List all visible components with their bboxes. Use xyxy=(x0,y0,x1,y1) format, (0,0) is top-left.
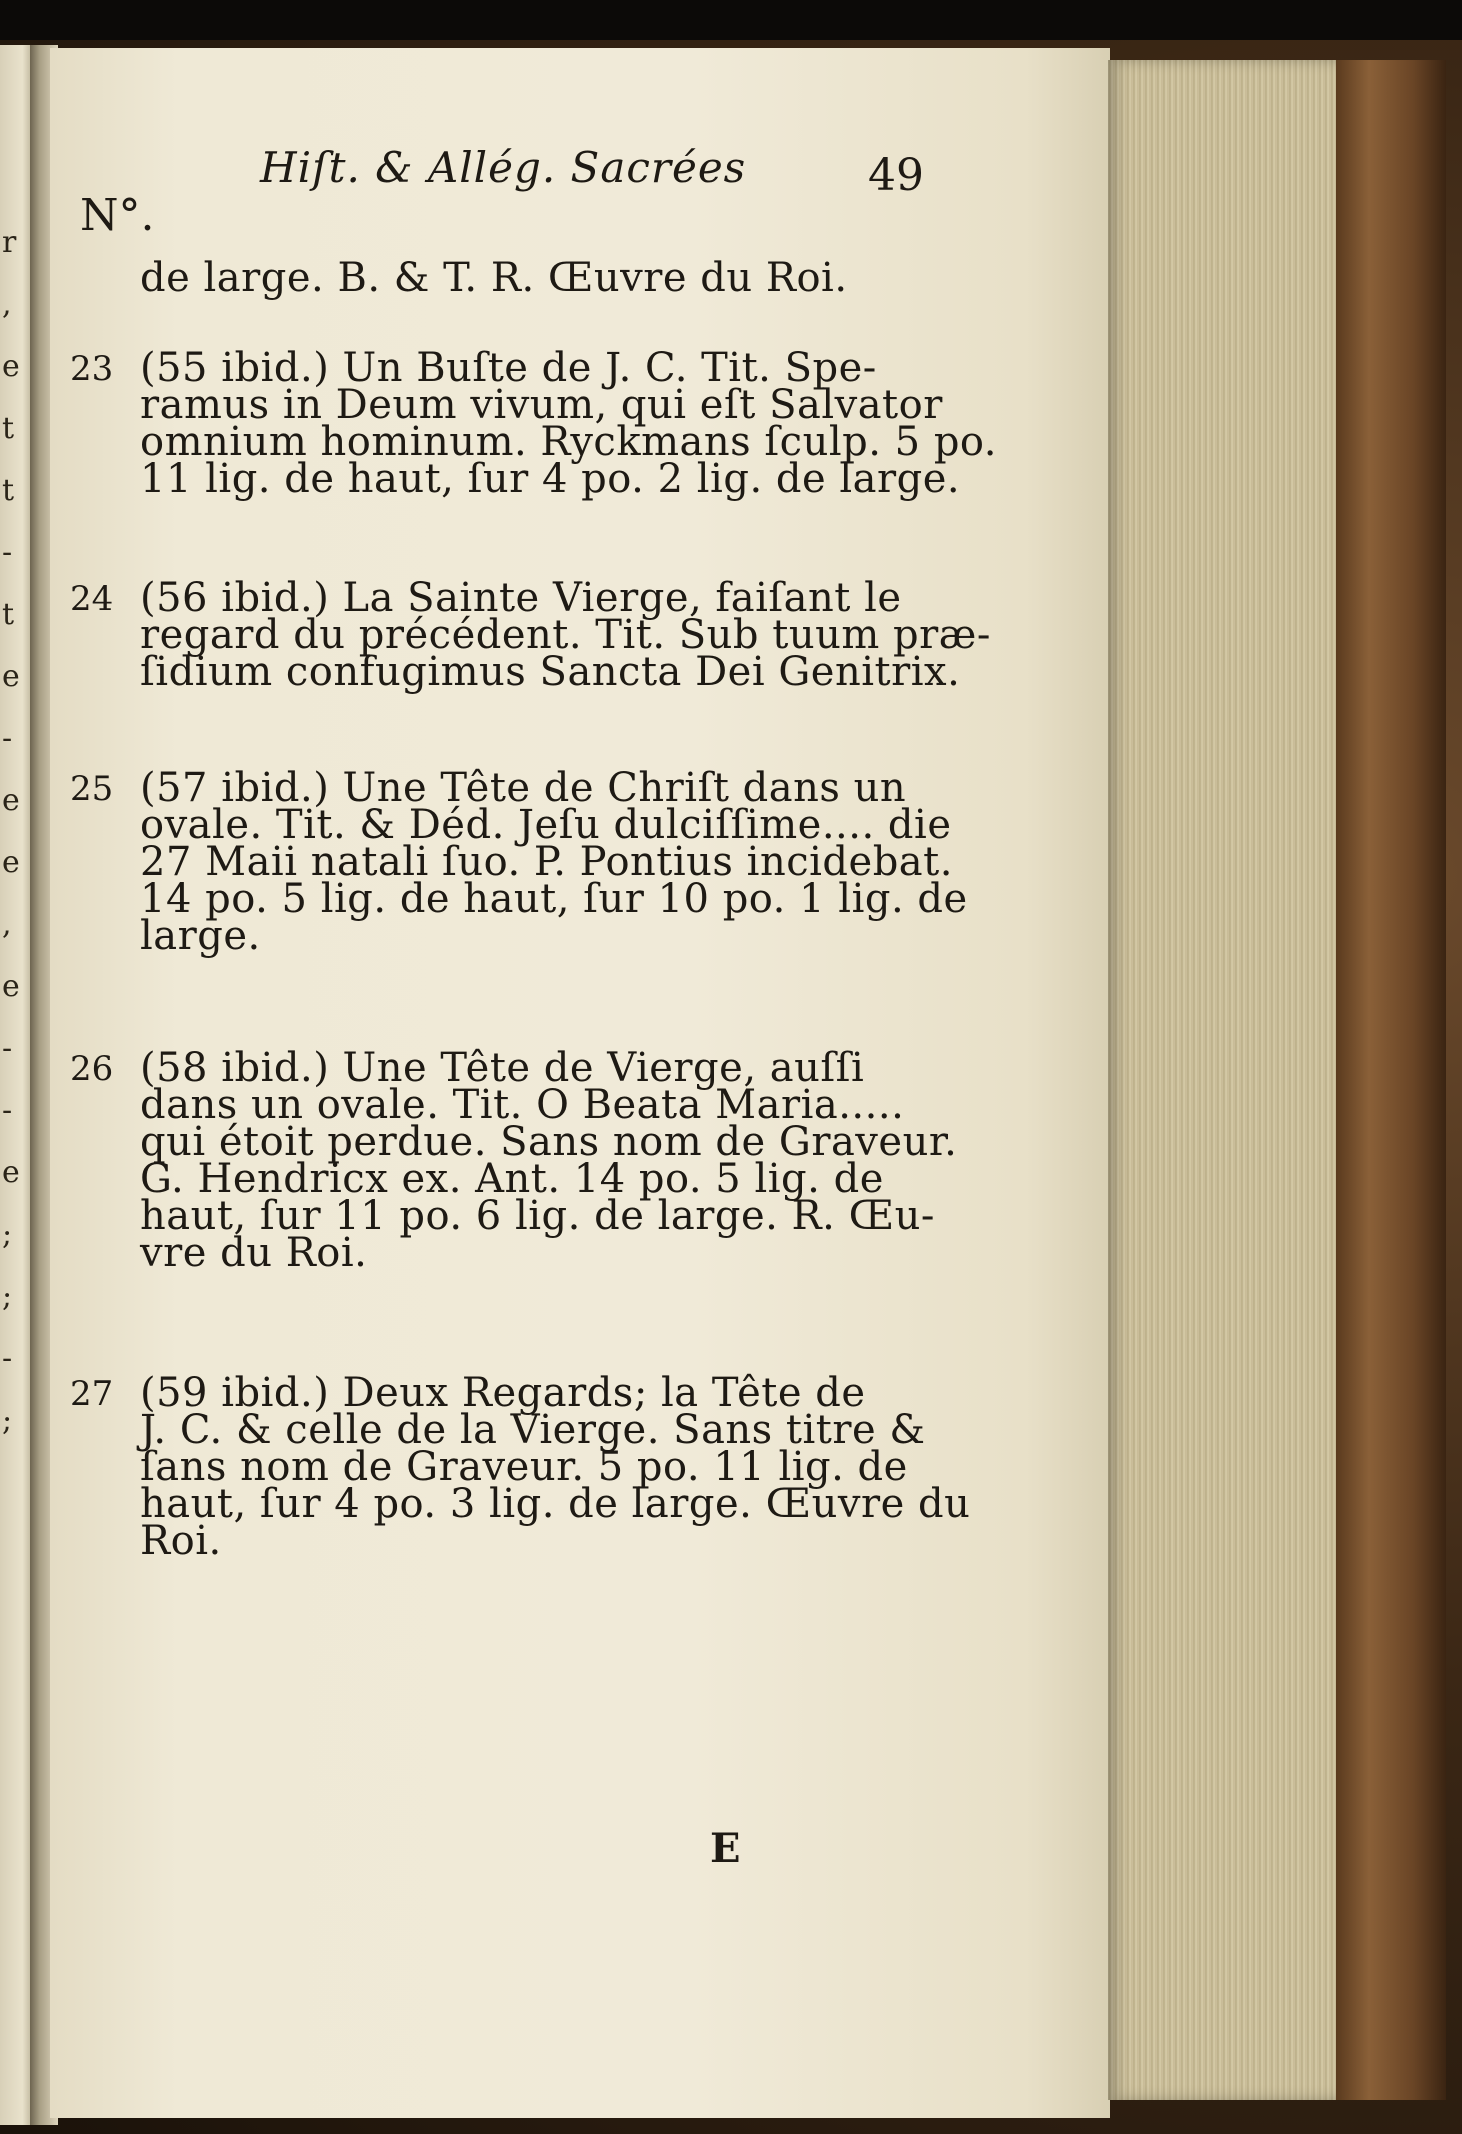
entry-line: J. C. & celle de la Vierge. Sans titre & xyxy=(140,1407,926,1453)
entry-line: de large. B. & T. R. Œuvre du Roi. xyxy=(140,255,848,301)
left-page-fragment: , xyxy=(2,287,12,322)
page-edges xyxy=(1108,60,1338,2100)
entry-line: dans un ovale. Tit. O Beata Maria..... xyxy=(140,1082,905,1128)
page-number: 49 xyxy=(868,150,924,201)
left-page-fragment: t xyxy=(2,473,15,508)
left-page-fragment: , xyxy=(2,907,12,942)
entry-line: vre du Roi. xyxy=(140,1230,368,1276)
entry-line: ſidium confugimus Sancta Dei Genitrix. xyxy=(140,649,961,695)
entry-line: omnium hominum. Ryckmans ſculp. 5 po. xyxy=(140,419,998,465)
left-page-fragment: e xyxy=(2,349,20,384)
left-page-fragment: - xyxy=(2,1093,13,1128)
entry-line: 14 po. 5 lig. de haut, ſur 10 po. 1 lig. de xyxy=(140,876,968,922)
left-page-fragment: - xyxy=(2,1031,13,1066)
entry-line: haut, ſur 11 po. 6 lig. de large. R. Œu- xyxy=(140,1193,935,1239)
back-cover-edge xyxy=(1336,60,1446,2100)
entry-line: 11 lig. de haut, ſur 4 po. 2 lig. de large. xyxy=(140,456,961,502)
signature-mark: E xyxy=(710,1825,741,1872)
left-page-fragment: ; xyxy=(2,1279,13,1314)
entry-line: regard du précédent. Tit. Sub tuum præ- xyxy=(140,612,991,658)
entry-line: (58 ibid.) Une Tête de Vierge, auſſi xyxy=(140,1045,865,1091)
left-page-fragment: t xyxy=(2,597,15,632)
entry-line: (56 ibid.) La Sainte Vierge, faiſant le xyxy=(140,575,902,621)
entry-line: ſans nom de Graveur. 5 po. 11 lig. de xyxy=(140,1444,908,1490)
entry-line: haut, ſur 4 po. 3 lig. de large. Œuvre du xyxy=(140,1481,971,1527)
left-page-fragment: ; xyxy=(2,1217,13,1252)
facing-page xyxy=(0,45,32,2125)
entry-line: ramus in Deum vivum, qui eſt Salvator xyxy=(140,382,943,428)
left-page-fragment: e xyxy=(2,969,20,1004)
entry-number: 24 xyxy=(70,579,114,619)
entry-number: 23 xyxy=(70,349,114,389)
entry-line: Roi. xyxy=(140,1518,222,1564)
entry-line: large. xyxy=(140,913,261,959)
entry-line: (57 ibid.) Une Tête de Chriſt dans un xyxy=(140,765,907,811)
entry-number: 27 xyxy=(70,1374,114,1414)
left-page-fragment: - xyxy=(2,721,13,756)
entry-line: qui étoit perdue. Sans nom de Graveur. xyxy=(140,1119,958,1165)
left-page-fragment: r xyxy=(2,225,17,260)
entry-line: (59 ibid.) Deux Regards; la Tête de xyxy=(140,1370,866,1416)
entry-line: 27 Maii natali ſuo. P. Pontius incidebat. xyxy=(140,839,953,885)
entry-line: G. Hendricx ex. Ant. 14 po. 5 lig. de xyxy=(140,1156,884,1202)
left-page-fragment: - xyxy=(2,535,13,570)
running-title: Hiſt. & Allég. Sacrées xyxy=(260,143,747,192)
entry-line: ovale. Tit. & Déd. Jeſu dulciſſime.... die xyxy=(140,802,952,848)
entry-number: 26 xyxy=(70,1049,114,1089)
left-page-fragment: e xyxy=(2,1155,20,1190)
left-page-fragment: e xyxy=(2,783,20,818)
left-page-fragment: e xyxy=(2,845,20,880)
number-mark: N°. xyxy=(80,190,155,241)
left-page-fragment: t xyxy=(2,411,15,446)
left-page-fragment: ; xyxy=(2,1403,13,1438)
entry-number: 25 xyxy=(70,769,114,809)
left-page-fragment: - xyxy=(2,1341,13,1376)
left-page-fragment: e xyxy=(2,659,20,694)
entry-line: (55 ibid.) Un Buſte de J. C. Tit. Spe- xyxy=(140,345,877,391)
